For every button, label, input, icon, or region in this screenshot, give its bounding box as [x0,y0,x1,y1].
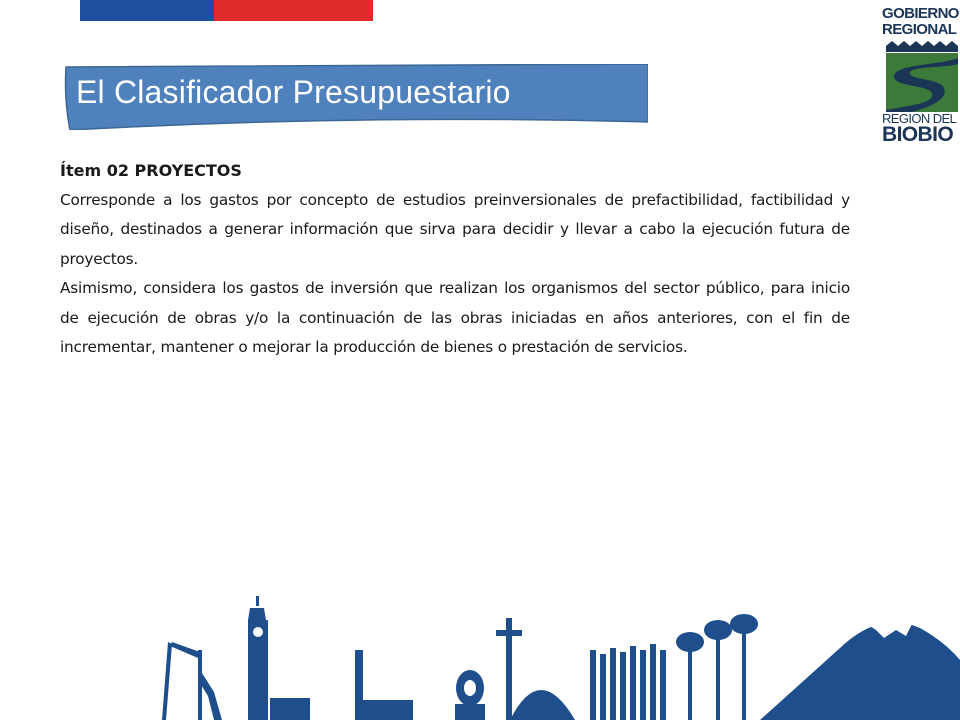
crane-arm [170,642,200,658]
araucaria-trunk [688,642,692,720]
tower-roof [248,608,266,620]
clock-face-icon [253,627,263,637]
logo-text-gobierno: GOBIERNO [882,5,959,22]
logo-text-biobio: BIOBIO [882,123,954,146]
tree-trunk [610,648,616,720]
cross-beam [496,630,522,636]
crane-cable [162,642,172,720]
logo-emblem-icon [886,40,958,112]
logo-text-region-del: REGION DEL [882,111,957,126]
paragraph-2: Asimismo, considera los gastos de inversión que realizan los organismos del sector público, para inicio de ejecución de obras y/o la continuación de las obras iniciadas en años anteriores, con el fin de incrementar, mantener o mejorar la producción de bienes o prestación de servicios. [60,279,850,357]
title-banner [64,64,648,130]
tower-spire [256,596,259,606]
arch-structure [510,690,575,720]
volcano-mountain [760,622,960,720]
flag-stripe-red [214,0,373,21]
round-monument-hole [464,680,476,696]
tree-trunk [660,650,666,720]
tree-trunk [650,644,656,720]
tree-trunk [600,654,606,720]
flag-stripe-blue [80,0,214,21]
section-heading: Ítem 02 PROYECTOS [60,161,242,180]
tree-trunk [640,650,646,720]
building-pillar [355,650,363,720]
monument-base [455,704,485,720]
tree-trunk [590,650,596,720]
slide-content [60,161,850,362]
tree-trunk [620,652,626,720]
araucaria-trunk [742,624,746,720]
building-block [363,700,413,720]
paragraph-1: Corresponde a los gastos por concepto de estudios preinversionales de prefactibilidad, factibilidad y diseño, destinados a generar información que sirva para decidir y llevar a cabo la ejecución futura de proyectos. [60,191,850,268]
page-title: El Clasificador Presupuestario [76,74,511,110]
araucaria-trunk [716,630,720,720]
logo-text-regional: REGIONAL [882,21,957,38]
city-skyline-illustration [0,580,960,720]
tree-trunk [630,646,636,720]
building-low [270,698,310,720]
gobierno-regional-logo [880,0,960,150]
